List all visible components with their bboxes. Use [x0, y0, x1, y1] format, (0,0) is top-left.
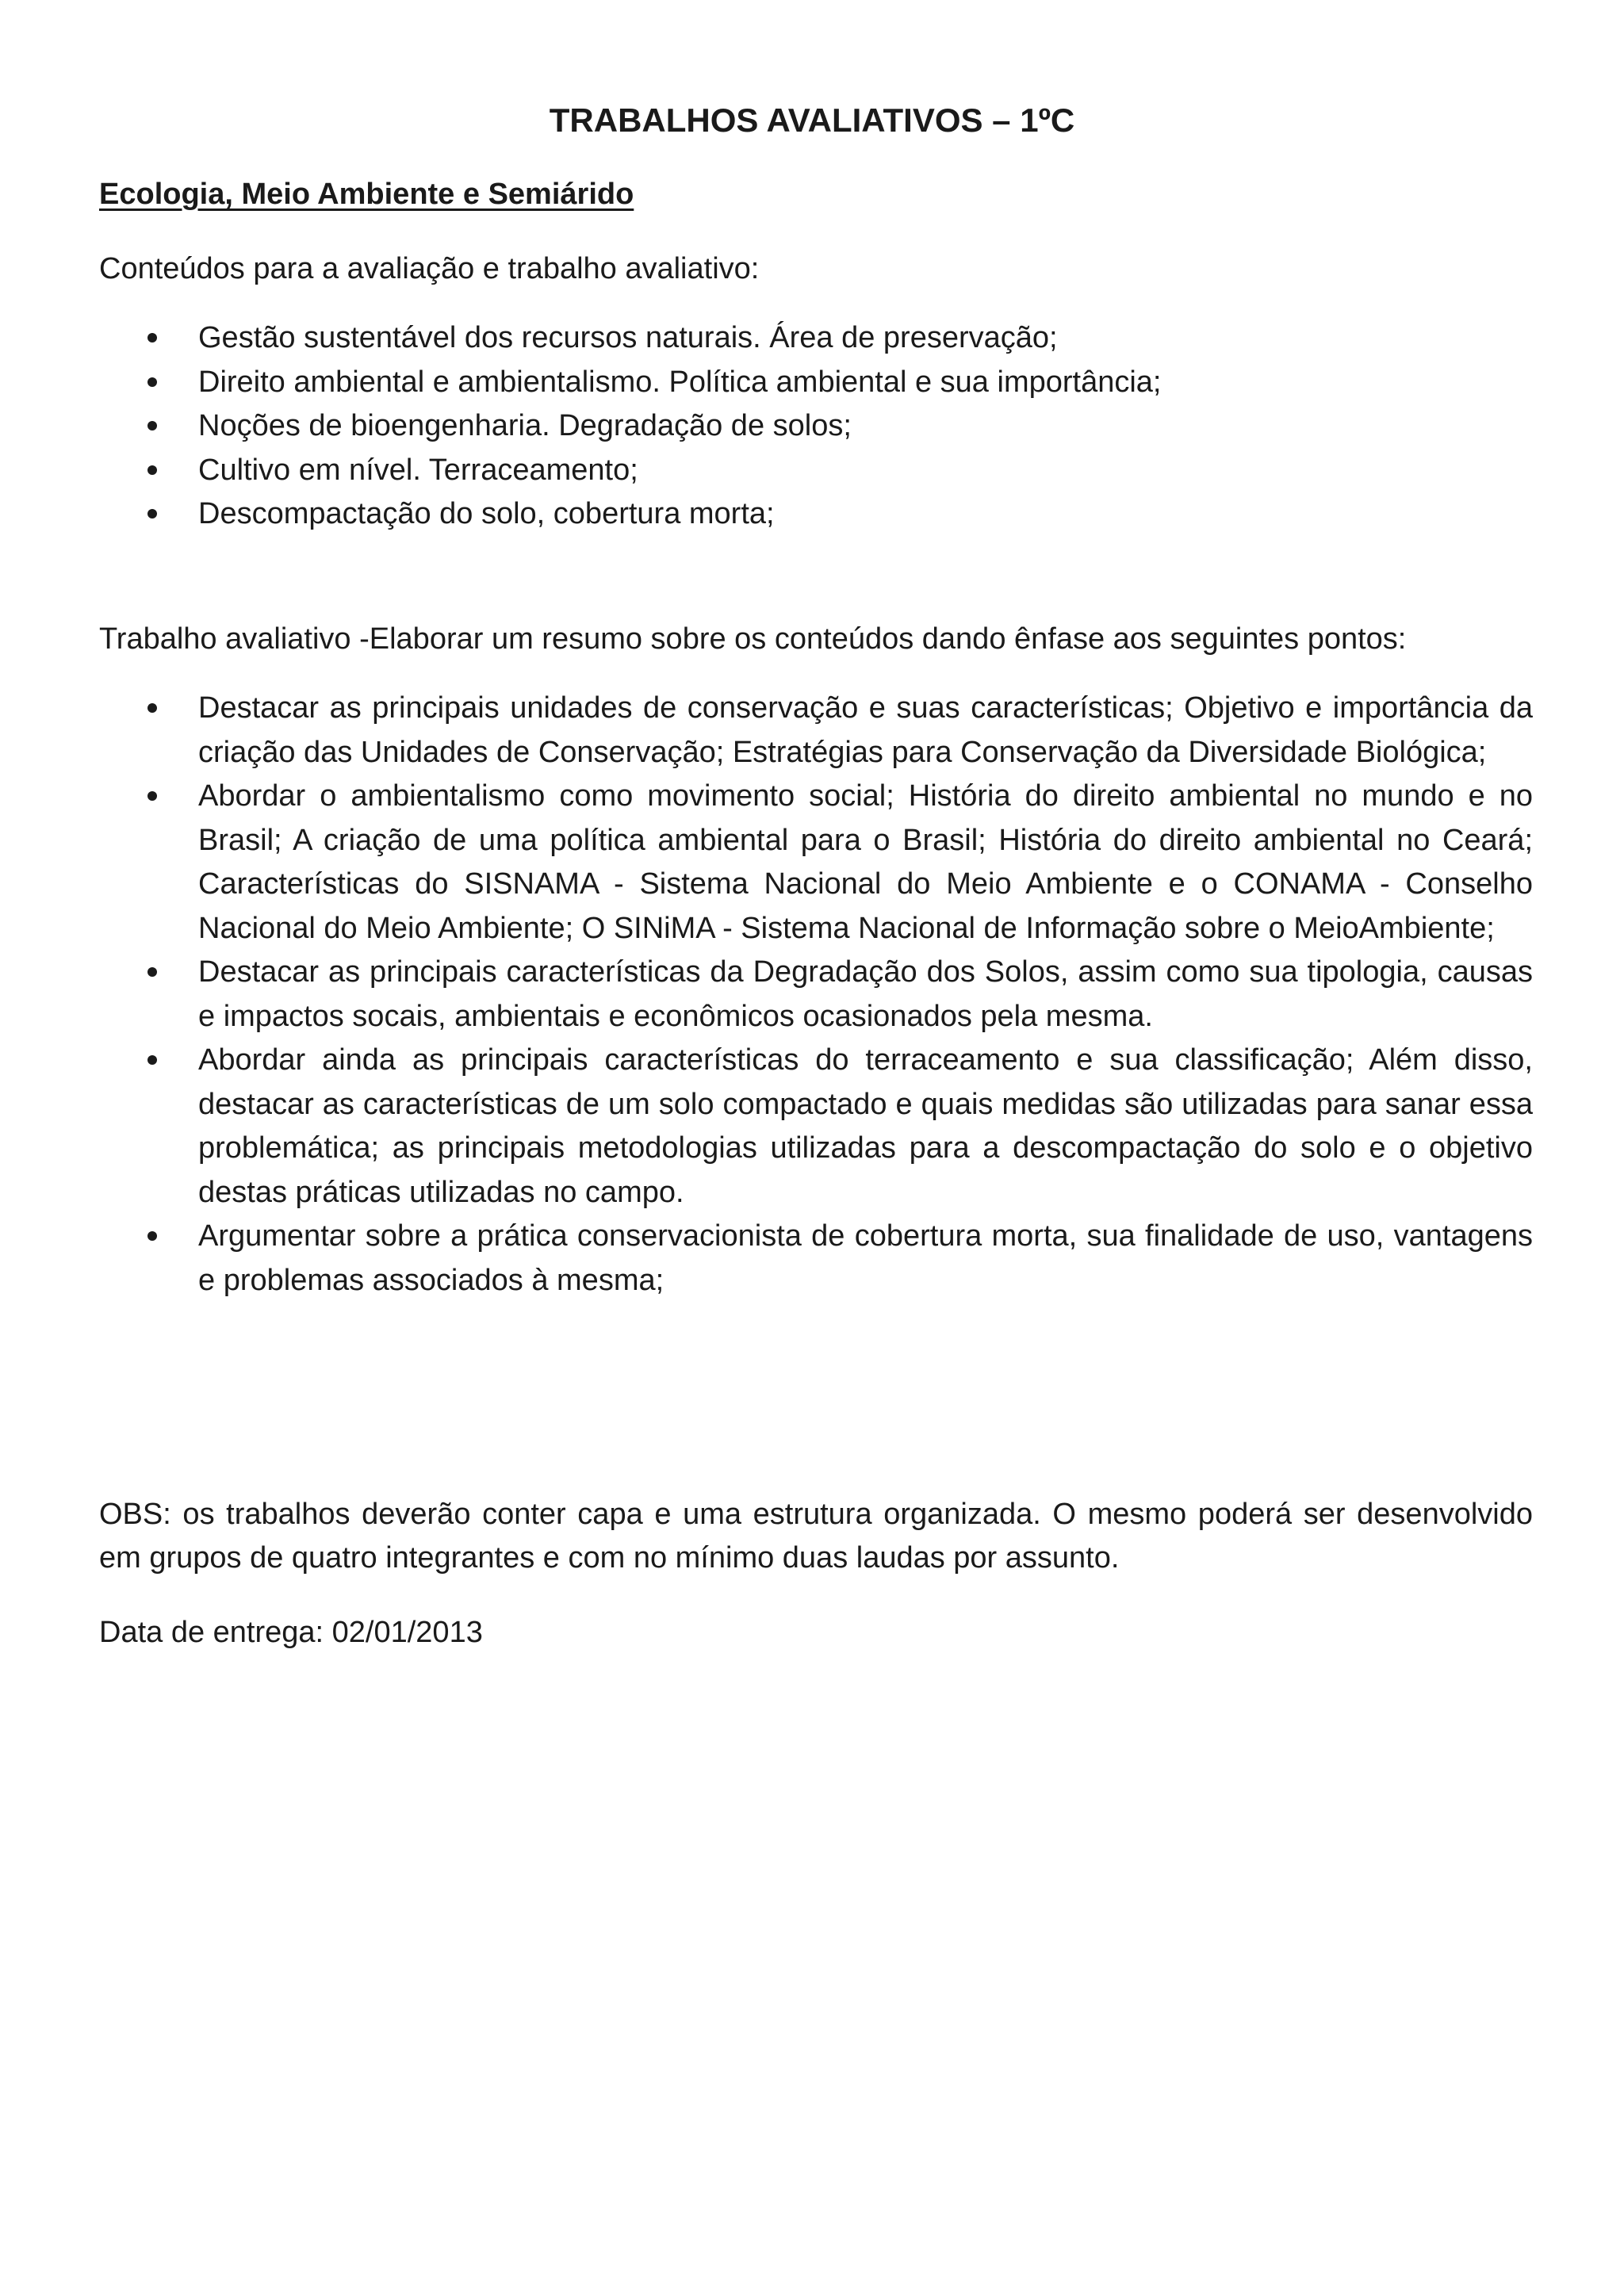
list-item: Argumentar sobre a prática conservacionista de cobertura morta, sua finalidade de uso, vantagens e problemas associados à mesma; [0, 1215, 1533, 1303]
task-list [0, 687, 1533, 1303]
list-item: Descompactação do solo, cobertura morta; [0, 492, 1533, 537]
task-intro: Trabalho avaliativo -Elaborar um resumo sobre os conteúdos dando ênfase aos seguintes pontos: [99, 622, 1407, 656]
list-item: Abordar o ambientalismo como movimento social; História do direito ambiental no mundo e no Brasil; A criação de uma política ambiental para o Brasil; História do direito ambiental no Ceará; Características do SISNAMA - Sistema Nacional do Meio Ambiente e o CONAMA - Conselho Nacional do Meio Ambiente; O SINiMA - Sistema Nacional de Informação sobre o MeioAmbiente; [0, 775, 1533, 951]
list-item: Direito ambiental e ambientalismo. Política ambiental e sua importância; [0, 361, 1533, 405]
contents-list [0, 316, 1533, 537]
contents-intro: Conteúdos para a avaliação e trabalho avaliativo: [99, 252, 760, 285]
due-date: Data de entrega: 02/01/2013 [99, 1616, 483, 1649]
list-item: Destacar as principais características da Degradação dos Solos, assim como sua tipologia, causas e impactos socais, ambientais e econômicos ocasionados pela mesma. [0, 951, 1533, 1039]
list-item: Noções de bioengenharia. Degradação de solos; [0, 404, 1533, 449]
subject-heading: Ecologia, Meio Ambiente e Semiárido [99, 178, 634, 211]
document-title: TRABALHOS AVALIATIVOS – 1ºC [549, 101, 1075, 139]
list-item: Gestão sustentável dos recursos naturais. Área de preservação; [0, 316, 1533, 361]
list-item: Cultivo em nível. Terraceamento; [0, 449, 1533, 493]
obs-note: OBS: os trabalhos deverão conter capa e uma estrutura organizada. O mesmo poderá ser desenvolvido em grupos de quatro integrantes e com no mínimo duas laudas por assunto. [99, 1498, 1533, 1575]
list-item: Abordar ainda as principais características do terraceamento e sua classificação; Além disso, destacar as características de um solo compactado e quais medidas são utilizadas para sanar essa problemática; as principais metodologias utilizadas para a descompactação do solo e o objetivo destas práticas utilizadas no campo. [0, 1039, 1533, 1215]
list-item: Destacar as principais unidades de conservação e suas características; Objetivo e importância da criação das Unidades de Conservação; Estratégias para Conservação da Diversidade Biológica; [0, 687, 1533, 775]
